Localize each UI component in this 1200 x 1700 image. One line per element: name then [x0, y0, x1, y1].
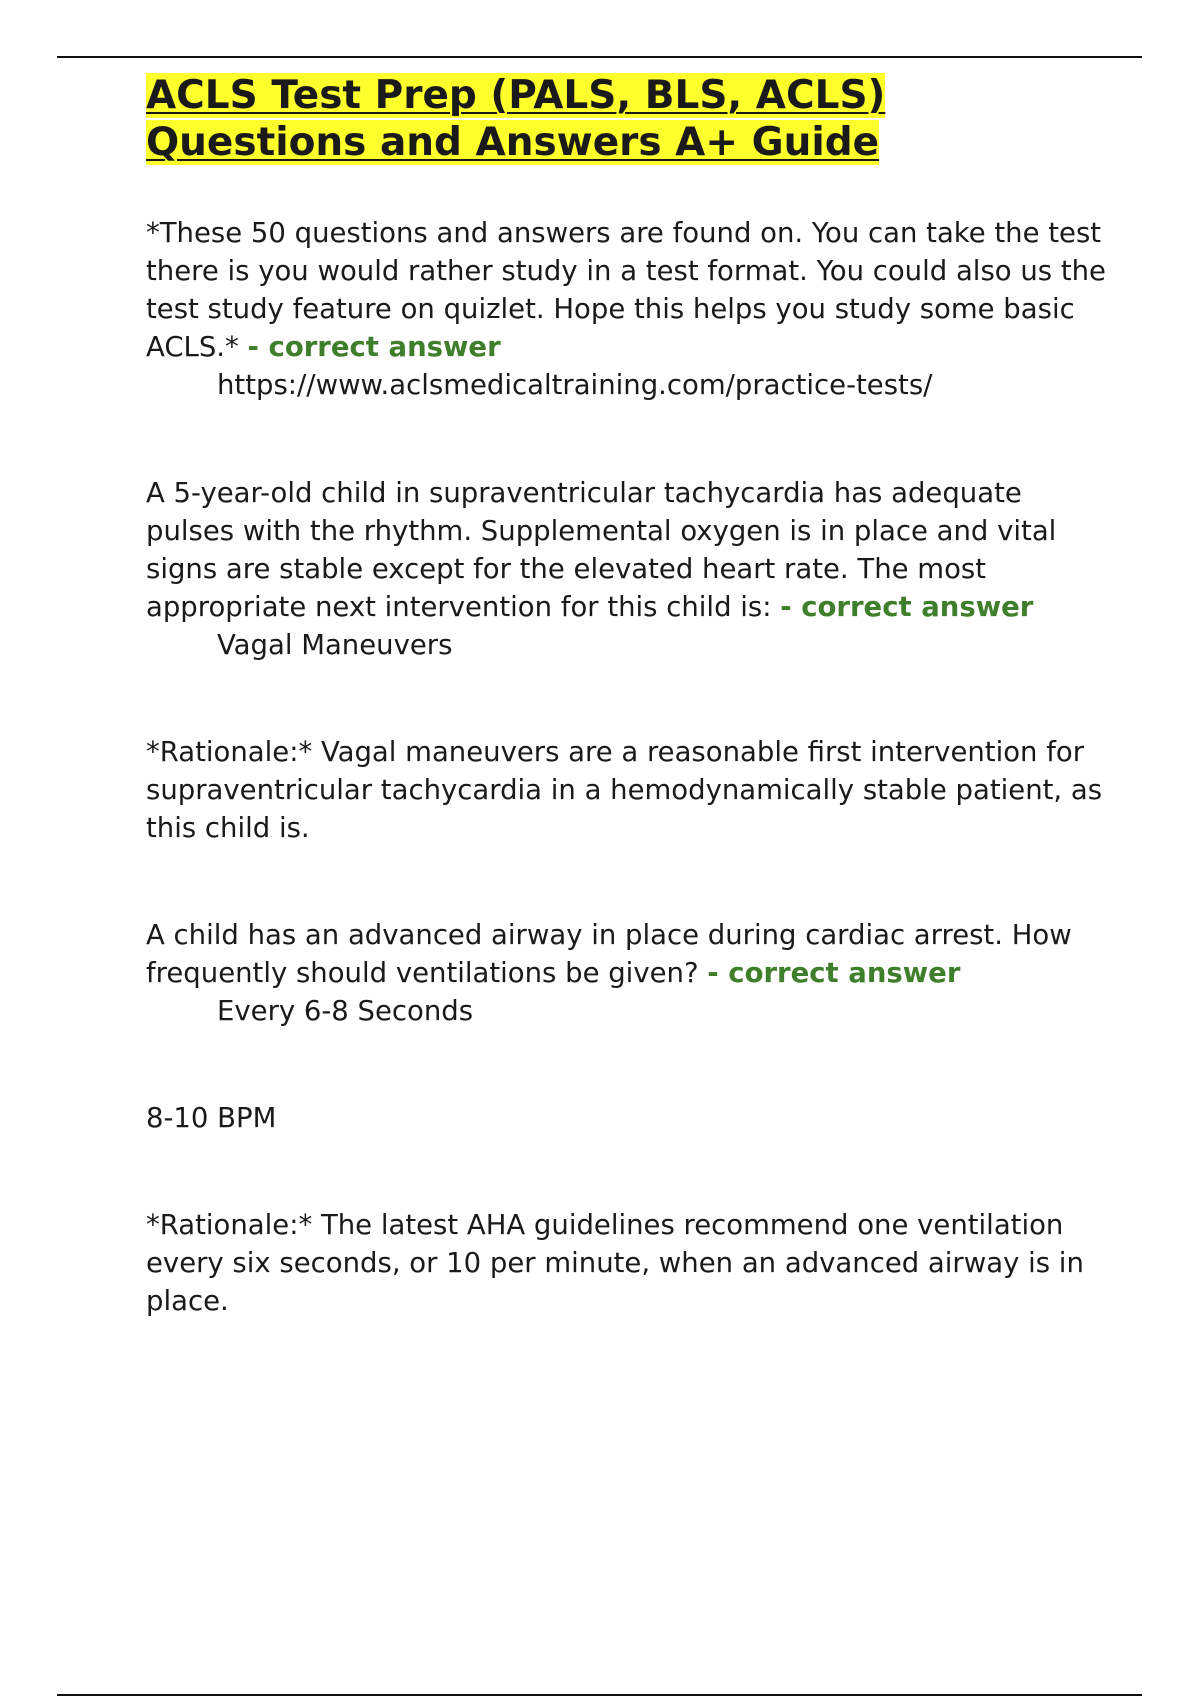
intro-paragraph: [146, 214, 1106, 366]
document-body: [146, 72, 1106, 1320]
question-1-text: A 5-year-old child in supraventricular tachycardia has adequate pulses with the rhythm. Supplemental oxygen is in place and vital signs are stable except for the elevated heart rate. The most appropriate next intervention for this child is:: [146, 477, 1057, 623]
intro-answer: https://www.aclsmedicaltraining.com/practice-tests/: [217, 369, 933, 401]
question-2-extra: 8-10 BPM: [146, 1102, 277, 1134]
document-title: [146, 72, 1106, 166]
question-1: [146, 474, 1106, 626]
question-2-answer: Every 6-8 Seconds: [217, 995, 474, 1027]
title-line-1: ACLS Test Prep (PALS, BLS, ACLS): [146, 73, 886, 118]
correct-answer-label: - correct answer: [247, 331, 501, 363]
question-2: [146, 916, 1106, 992]
question-1-rationale: *Rationale:* Vagal maneuvers are a reasonable first intervention for supraventricular tachycardia in a hemodynamically stable patient, as this child is.: [146, 736, 1103, 844]
question-1-answer: Vagal Maneuvers: [217, 629, 453, 661]
correct-answer-label: - correct answer: [707, 957, 961, 989]
correct-answer-label: - correct answer: [780, 591, 1034, 623]
intro-text: *These 50 questions and answers are found on. You can take the test there is you would rather study in a test format. You could also us the test study feature on quizlet. Hope this helps you study some basic ACLS.*: [146, 217, 1106, 363]
question-2-rationale: *Rationale:* The latest AHA guidelines recommend one ventilation every six seconds, or 10 per minute, when an advanced airway is in place.: [146, 1209, 1084, 1317]
question-2-text: A child has an advanced airway in place during cardiac arrest. How frequently should ventilations be given?: [146, 919, 1072, 989]
title-line-2: Questions and Answers A+ Guide: [146, 120, 880, 165]
top-rule: [57, 56, 1142, 58]
bottom-rule: [57, 1694, 1142, 1696]
